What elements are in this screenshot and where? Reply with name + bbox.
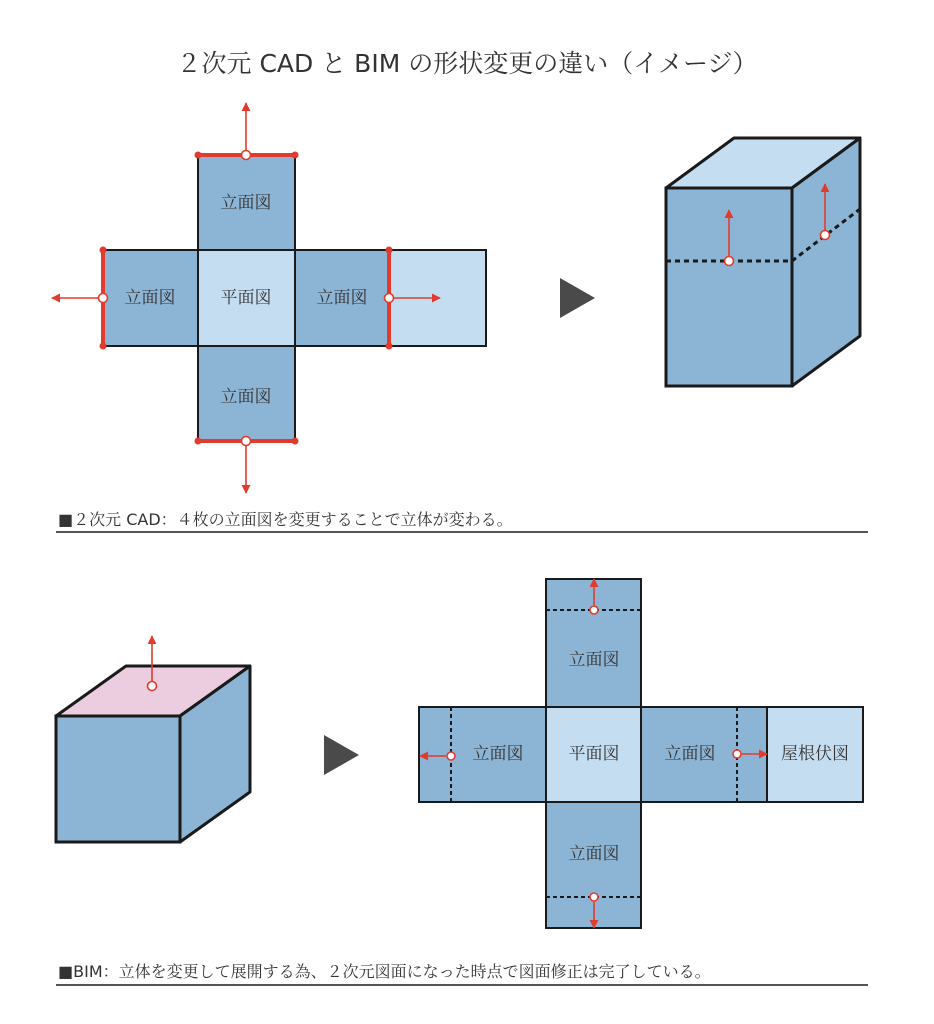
cad-label-bottom: 立面図 bbox=[220, 387, 272, 407]
caption-bim: ■BIM：立体を変更して展開する為、２次元図面になった時点で図面修正は完了している。 bbox=[58, 962, 711, 981]
handle-dot-icon bbox=[242, 437, 251, 446]
cad-label-top: 立面図 bbox=[220, 193, 272, 213]
handle-dot-icon bbox=[447, 752, 455, 760]
handle-dot-icon bbox=[148, 682, 157, 691]
page-title: ２次元 CAD と BIM の形状変更の違い（イメージ） bbox=[176, 49, 758, 78]
cad-label-right: 立面図 bbox=[316, 288, 368, 308]
play-triangle-icon bbox=[560, 278, 595, 318]
caption-cad: ■２次元 CAD：４枚の立面図を変更することで立体が変わる。 bbox=[58, 510, 513, 529]
handle-dot-icon bbox=[733, 750, 741, 758]
cad-net bbox=[52, 103, 486, 493]
handle-dot-icon bbox=[590, 893, 598, 901]
handle-dot-icon bbox=[385, 294, 394, 303]
cad-box-3d bbox=[666, 138, 860, 386]
handle-dot-icon bbox=[821, 231, 830, 240]
play-triangle-icon bbox=[324, 735, 359, 775]
cad-label-left: 立面図 bbox=[124, 288, 176, 308]
handle-dot-icon bbox=[725, 257, 734, 266]
bim-net bbox=[419, 579, 863, 928]
box-front-face bbox=[56, 716, 180, 842]
bim-label-left: 立面図 bbox=[472, 744, 524, 764]
bim-label-roof: 屋根伏図 bbox=[781, 744, 849, 764]
bim-label-plan: 平面図 bbox=[568, 744, 620, 764]
handle-dot-icon bbox=[242, 151, 251, 160]
bim-box-3d bbox=[56, 636, 250, 842]
handle-dot-icon bbox=[99, 294, 108, 303]
bim-label-right: 立面図 bbox=[664, 744, 716, 764]
handle-dot-icon bbox=[590, 606, 598, 614]
bim-label-top: 立面図 bbox=[568, 650, 620, 670]
bim-label-bottom: 立面図 bbox=[568, 844, 620, 864]
cad-label-plan: 平面図 bbox=[220, 288, 272, 308]
